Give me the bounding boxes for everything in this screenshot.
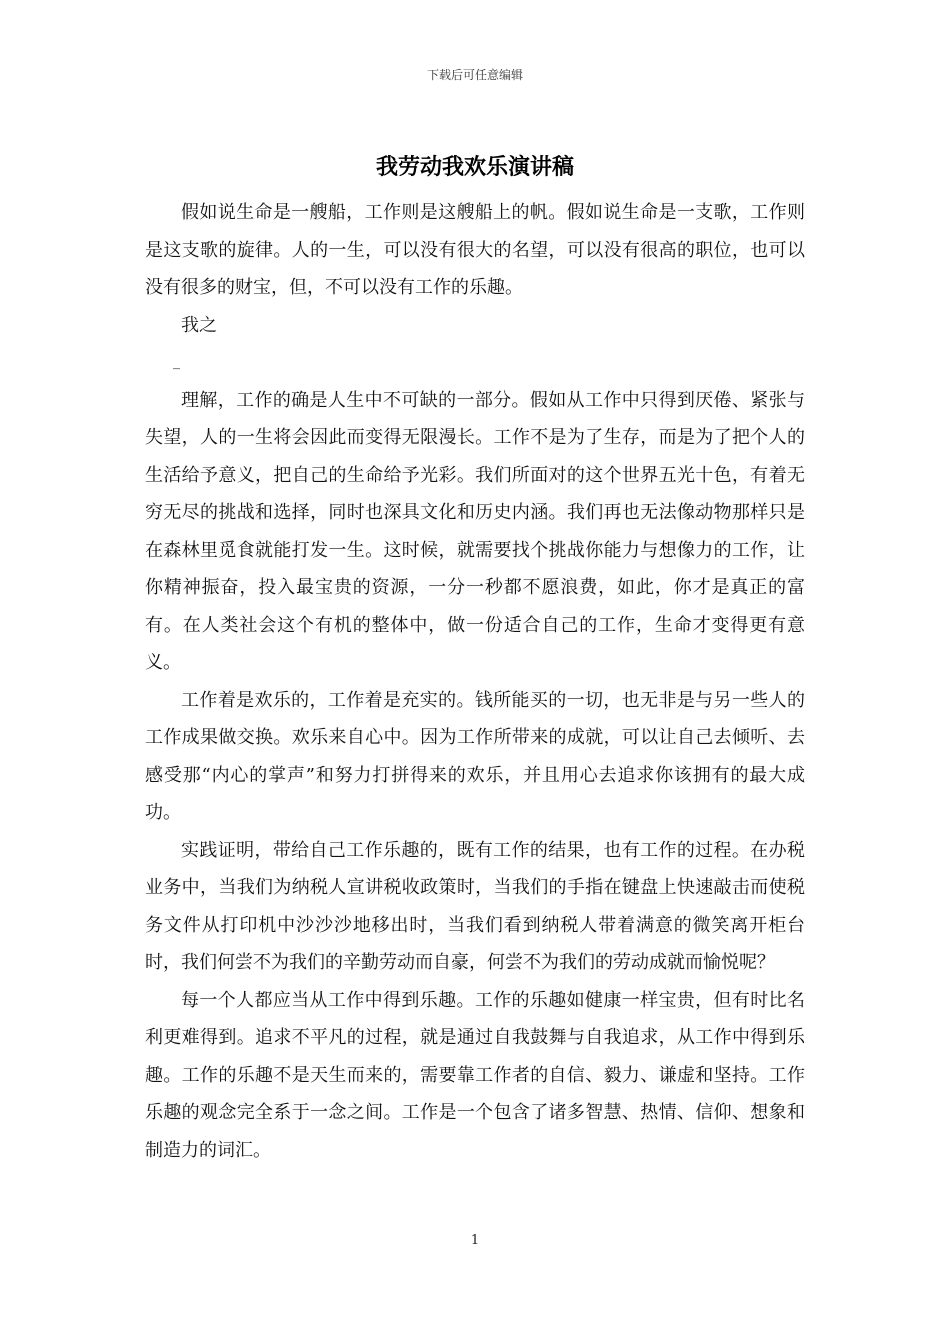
paragraph-6: 每一个人都应当从工作中得到乐趣。工作的乐趣如健康一样宝贵，但有时比名利更难得到。追求不平凡的过程，就是通过自我鼓舞与自我追求，从工作中得到乐趣。工作的乐趣不是天生而来的，需要靠工作者的自信、毅力、谦虚和坚持。工作乐趣的观念完全系于一念之间。工作是一个包含了诸多智慧、热情、信仰、想象和制造力的词汇。	[145, 989, 805, 1161]
paragraph-1: 假如说生命是一艘船，工作则是这艘船上的帆。假如说生命是一支歌，工作则是这支歌的旋律。人的一生，可以没有很大的名望，可以没有很高的职位，也可以没有很多的财宝，但，不可以没有工作的乐趣。	[145, 202, 805, 298]
paragraph-5: 实践证明，带给自己工作乐趣的，既有工作的结果，也有工作的过程。在办税业务中，当我们为纳税人宣讲税收政策时，当我们的手指在键盘上快速敲击而使税务文件从打印机中沙沙沙地移出时，当我们看到纳税人带着满意的微笑离开柜台时，我们何尝不为我们的辛勤劳动而自豪，何尝不为我们的劳动成就而愉悦呢？	[145, 839, 805, 973]
paragraph-dash: _	[173, 354, 180, 370]
paragraph-3: 理解，工作的确是人生中不可缺的一部分。假如从工作中只得到厌倦、紧张与失望，人的一生将会因此而变得无限漫长。工作不是为了生存，而是为了把个人的生活给予意义，把自己的生命给予光彩。我们所面对的这个世界五光十色，有着无穷无尽的挑战和选择，同时也深具文化和历史内涵。我们再也无法像动物那样只是在森林里觅食就能打发一生。这时候，就需要找个挑战你能力与想像力的工作，让你精神振奋，投入最宝贵的资源，一分一秒都不愿浪费，如此，你才是真正的富有。在人类社会这个有机的整体中，做一份适合自己的工作，生命才变得更有意义。	[145, 389, 805, 673]
document-body	[145, 194, 805, 1169]
download-editable-note: 下载后可任意编辑	[426, 68, 523, 82]
paragraph-4: 工作着是欢乐的，工作着是充实的。钱所能买的一切，也无非是与另一些人的工作成果做交换。欢乐来自心中。因为工作所带来的成就，可以让自己去倾听、去感受那“内心的掌声”和努力打拼得来的欢乐，并且用心去追求你该拥有的最大成功。	[145, 689, 805, 823]
page-title: 我劳动我欢乐演讲稿	[375, 154, 574, 180]
page-number: 1	[470, 1233, 480, 1248]
paragraph-2: 我之	[181, 314, 217, 336]
